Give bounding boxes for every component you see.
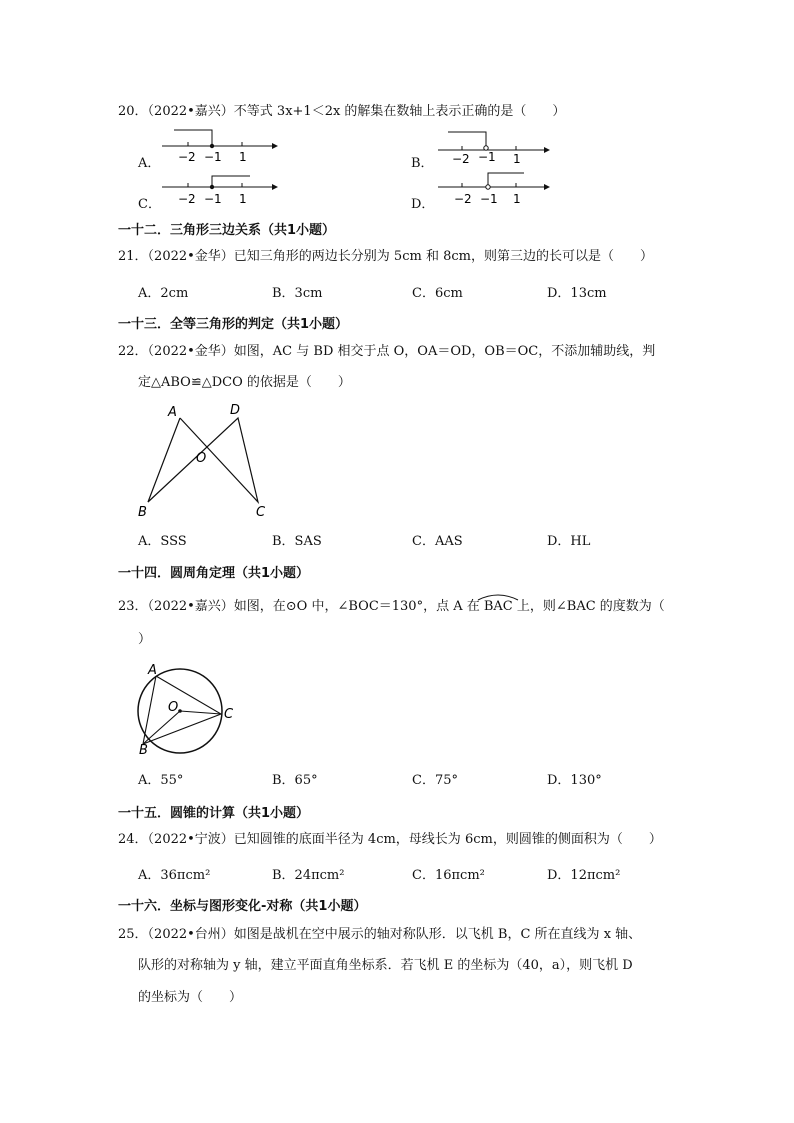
point-o-label: O <box>196 451 207 466</box>
tick-label: −2 <box>454 192 472 206</box>
point-c-label: C <box>224 707 234 722</box>
q25-stem-line-2: 队形的对称轴为 y 轴，建立平面直角坐标系．若飞机 E 的坐标为（40，a），则飞机 D <box>138 958 633 973</box>
q20-numberline-d <box>436 170 556 210</box>
section-heading: 一十三．全等三角形的判定（共1小题） <box>118 317 349 332</box>
tick-label: 1 <box>513 152 521 166</box>
tick-label: −1 <box>204 192 222 206</box>
q23-circle-figure <box>130 660 250 760</box>
q23-option-d[interactable]: D．130° <box>547 773 602 788</box>
tick-label: −1 <box>480 192 498 206</box>
arc-symbol-icon <box>476 593 520 601</box>
q22-option-a[interactable]: A．SSS <box>138 534 187 549</box>
q23-option-b[interactable]: B．65° <box>272 773 318 788</box>
tick-label: −1 <box>478 150 496 164</box>
q23-option-c[interactable]: C．75° <box>412 773 458 788</box>
q22-stem-line-2: 定△ABO≌△DCO 的依据是（ ） <box>138 375 351 390</box>
q22-stem-line-1: 22．（2022•金华）如图，AC 与 BD 相交于点 O，OA＝OD，OB＝OC，不添加辅助线，判 <box>118 344 656 359</box>
section-heading: 一十四．圆周角定理（共1小题） <box>118 566 310 581</box>
q22-option-c[interactable]: C．AAS <box>412 534 463 549</box>
q20-numberline-b <box>436 128 556 168</box>
tick-label: −2 <box>178 192 196 206</box>
q24-option-d[interactable]: D．12πcm² <box>547 868 621 883</box>
q23-stem-line-2: ） <box>138 632 152 647</box>
tick-label: −1 <box>204 150 222 164</box>
section-heading: 一十六．坐标与图形变化-对称（共1小题） <box>118 899 367 914</box>
point-a-label: A <box>168 405 177 420</box>
point-b-label: B <box>138 505 147 520</box>
q20-option-a-label[interactable]: A． <box>138 156 161 171</box>
q20-option-c-label[interactable]: C． <box>138 197 161 212</box>
q20-numberline-c <box>160 170 280 210</box>
q24-option-b[interactable]: B．24πcm² <box>272 868 345 883</box>
q20-option-b-label[interactable]: B． <box>411 156 434 171</box>
q25-stem-line-1: 25．（2022•台州）如图是战机在空中展示的轴对称队形．以飞机 B，C 所在直线为 x 轴、 <box>118 927 642 942</box>
q21-option-c[interactable]: C．6cm <box>412 286 463 301</box>
section-heading: 一十二．三角形三边关系（共1小题） <box>118 223 336 238</box>
q25-stem-line-3: 的坐标为（ ） <box>138 990 243 1005</box>
q22-crossed-triangles-figure <box>130 398 280 523</box>
q21-option-d[interactable]: D．13cm <box>547 286 607 301</box>
point-o-label: O <box>168 700 179 715</box>
q23-stem-line-1: 23．（2022•嘉兴）如图，在⊙O 中，∠BOC＝130°，点 A 在 BAC 上，则∠BAC 的度数为（ <box>118 599 665 614</box>
q22-option-d[interactable]: D．HL <box>547 534 591 549</box>
tick-label: −2 <box>178 150 196 164</box>
point-b-label: B <box>139 743 148 758</box>
tick-label: 1 <box>239 192 247 206</box>
section-heading: 一十五．圆锥的计算（共1小题） <box>118 806 310 821</box>
q21-stem: 21．（2022•金华）已知三角形的两边长分别为 5cm 和 8cm，则第三边的长可以是（ ） <box>118 249 653 264</box>
q21-option-a[interactable]: A．2cm <box>138 286 189 301</box>
q24-option-c[interactable]: C．16πcm² <box>412 868 485 883</box>
point-c-label: C <box>256 505 266 520</box>
q20-stem: 20．（2022•嘉兴）不等式 3x+1＜2x 的解集在数轴上表示正确的是（ ） <box>118 104 566 119</box>
tick-label: −2 <box>452 152 470 166</box>
q24-stem: 24．（2022•宁波）已知圆锥的底面半径为 4cm，母线长为 6cm，则圆锥的侧面积为（ ） <box>118 832 662 847</box>
q24-option-a[interactable]: A．36πcm² <box>138 868 211 883</box>
tick-label: 1 <box>239 150 247 164</box>
point-a-label: A <box>148 663 157 678</box>
q22-option-b[interactable]: B．SAS <box>272 534 322 549</box>
q20-numberline-a <box>160 128 280 168</box>
tick-label: 1 <box>513 192 521 206</box>
q20-option-d-label[interactable]: D． <box>411 197 435 212</box>
q21-option-b[interactable]: B．3cm <box>272 286 323 301</box>
point-d-label: D <box>230 403 241 418</box>
q23-option-a[interactable]: A．55° <box>138 773 184 788</box>
